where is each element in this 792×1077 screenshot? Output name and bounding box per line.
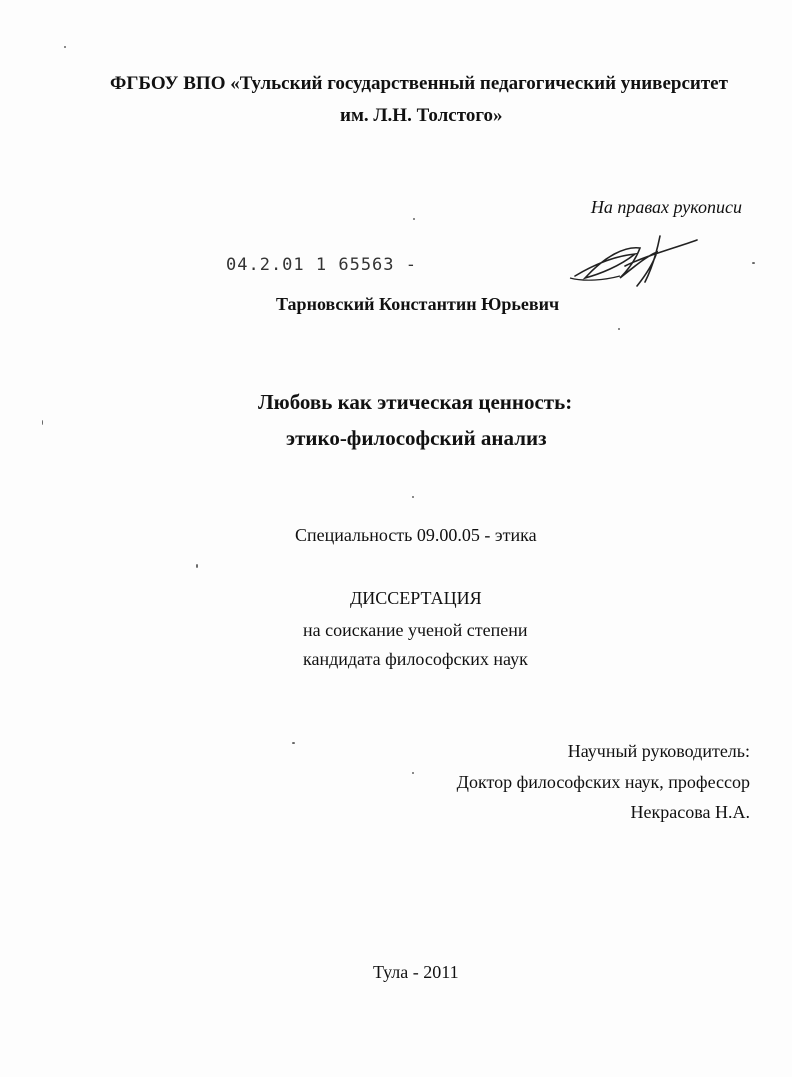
scan-speck — [752, 262, 755, 264]
scan-speck — [196, 564, 198, 568]
scan-speck — [292, 742, 295, 744]
manuscript-rights-note: На правах рукописи — [590, 197, 742, 217]
registration-number-stamp: 04.2.01 1 65563 - — [226, 255, 417, 275]
city-year: Тула - 2011 — [373, 962, 459, 982]
dissertation-title-line1: Любовь как этическая ценность: — [258, 390, 573, 414]
author-name: Тарновский Константин Юрьевич — [276, 294, 560, 314]
supervisor-name: Некрасова Н.А. — [630, 802, 750, 822]
institution-name-line2: им. Л.Н. Толстого» — [340, 105, 503, 126]
supervisor-title: Доктор философских наук, профессор — [456, 772, 750, 792]
degree-line2: кандидата философских наук — [303, 649, 528, 669]
scan-speck — [42, 420, 43, 425]
institution-name-line1: ФГБОУ ВПО «Тульский государственный педагогический университет — [110, 73, 728, 94]
specialty-code: Специальность 09.00.05 - этика — [295, 525, 537, 545]
document-type: ДИССЕРТАЦИЯ — [350, 588, 482, 608]
degree-line1: на соискание ученой степени — [303, 620, 528, 640]
scan-speck — [412, 496, 414, 498]
dissertation-title-line2: этико-философский анализ — [286, 426, 547, 450]
scan-speck — [618, 328, 620, 330]
scan-speck — [413, 218, 415, 220]
scan-speck — [64, 46, 66, 48]
signature-icon — [565, 226, 700, 292]
scan-speck — [412, 772, 414, 774]
supervisor-label: Научный руководитель: — [567, 741, 750, 761]
